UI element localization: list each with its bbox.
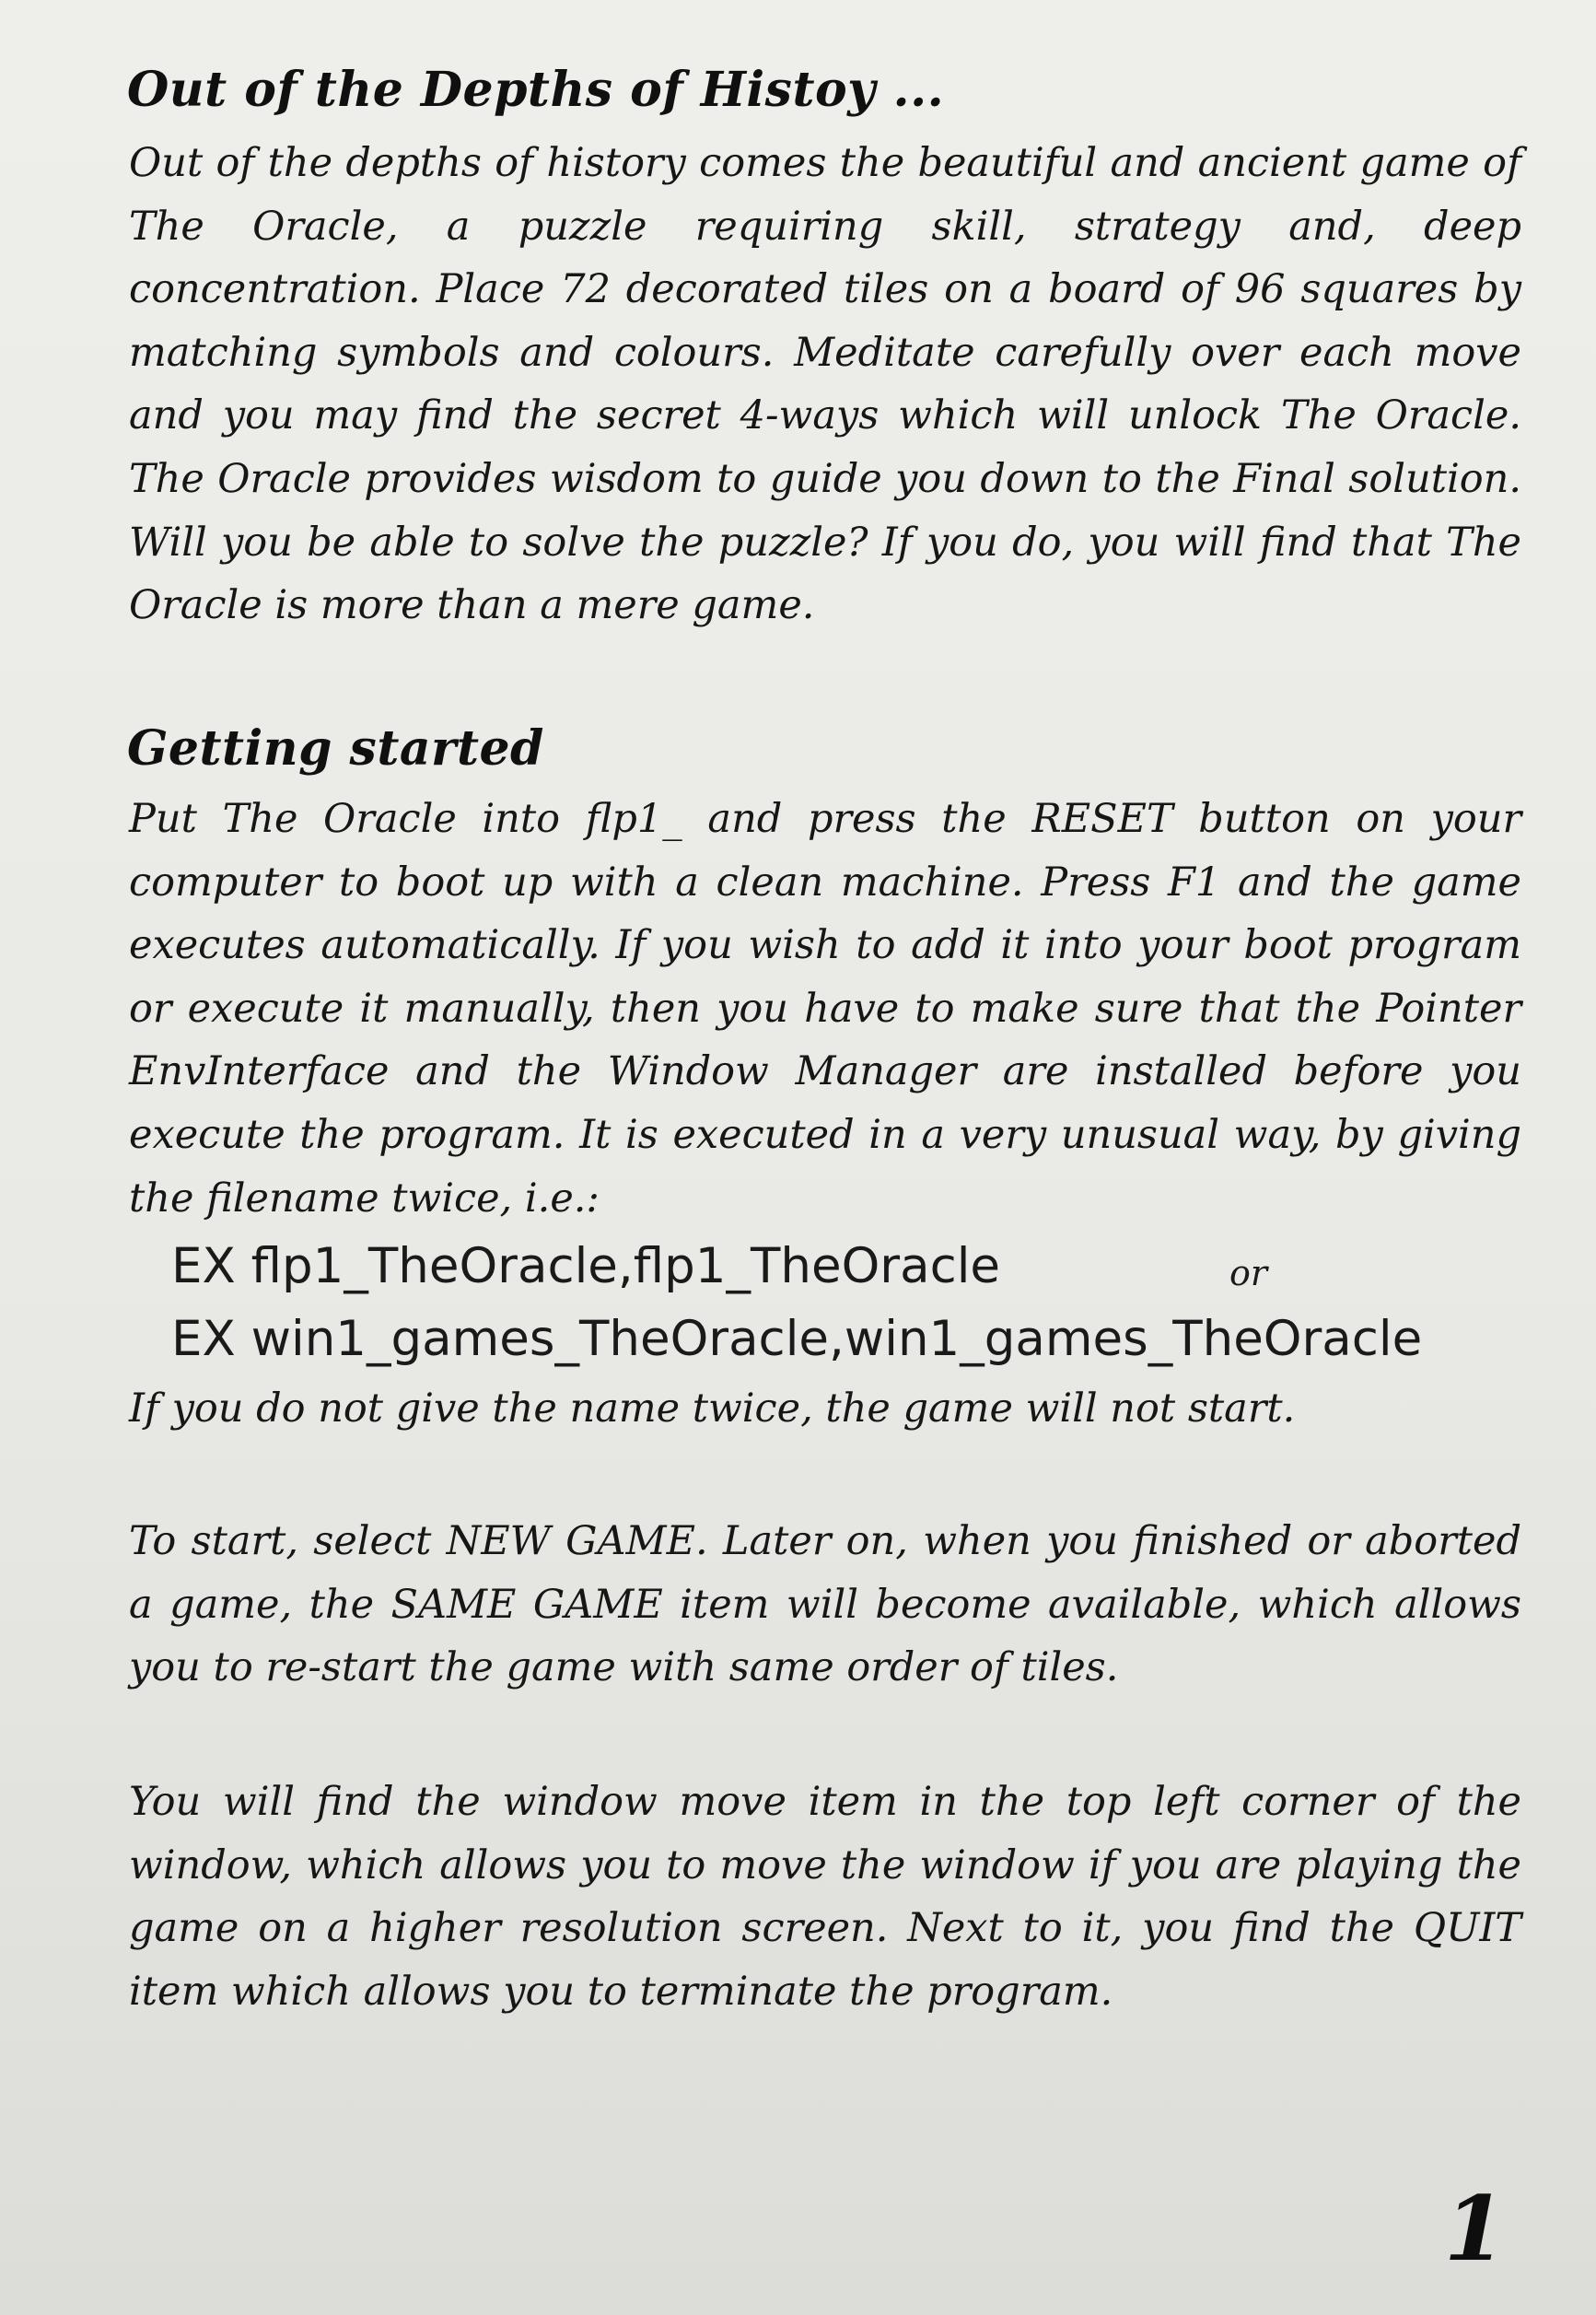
command-line-flp1: EX flp1_TheOracle,flp1_TheOracle: [171, 1238, 1001, 1294]
command-line-win1: EX win1_games_TheOracle,win1_games_TheOracle: [171, 1311, 1423, 1367]
paragraph-window-move: You will find the window move item in the top left corner of the window, which allows you to move the window if you are playing the game on a higher resolution screen. Next to it, you find the QUIT item which allows you to terminate the program.: [129, 1779, 1521, 2015]
paragraph-getting-started: Put The Oracle into flp1_ and press the RESET button on your computer to boot up with a clean machine. Press F1 and the game executes automatically. If you wish to add it into your boot program or execute it manually, then you have to make sure that the Pointer EnvInterface and the Window Manager are installed before you execute the program. It is executed in a very unusual way, by giving the filename twice, i.e.:: [129, 796, 1521, 1222]
paragraph-history: Out of the depths of history comes the beautiful and ancient game of The Oracle, a puzzle requiring skill, strategy and, deep concentration. Place 72 decorated tiles on a board of 96 squares by matching symbols and colours. Meditate carefully over each move and you may find the secret 4-ways which will unlock The Oracle. The Oracle provides wisdom to guide you down to the Final solution. Will you be able to solve the puzzle? If you do, you will find that The Oracle is more than a mere game.: [129, 140, 1521, 629]
section-heading-getting-started: Getting started: [127, 720, 544, 777]
paragraph-new-game: To start, select NEW GAME. Later on, when you finished or aborted a game, the SAME GAME item will become available, which allows you to re-start the game with same order of tiles.: [129, 1518, 1521, 1691]
section-heading-history: Out of the Depths of Histoy ...: [127, 62, 945, 118]
page-number: 1: [1444, 2177, 1506, 2281]
paragraph-name-twice-note: If you do not give the name twice, the game will not start.: [129, 1385, 1296, 1432]
or-separator: or: [1229, 1253, 1268, 1293]
